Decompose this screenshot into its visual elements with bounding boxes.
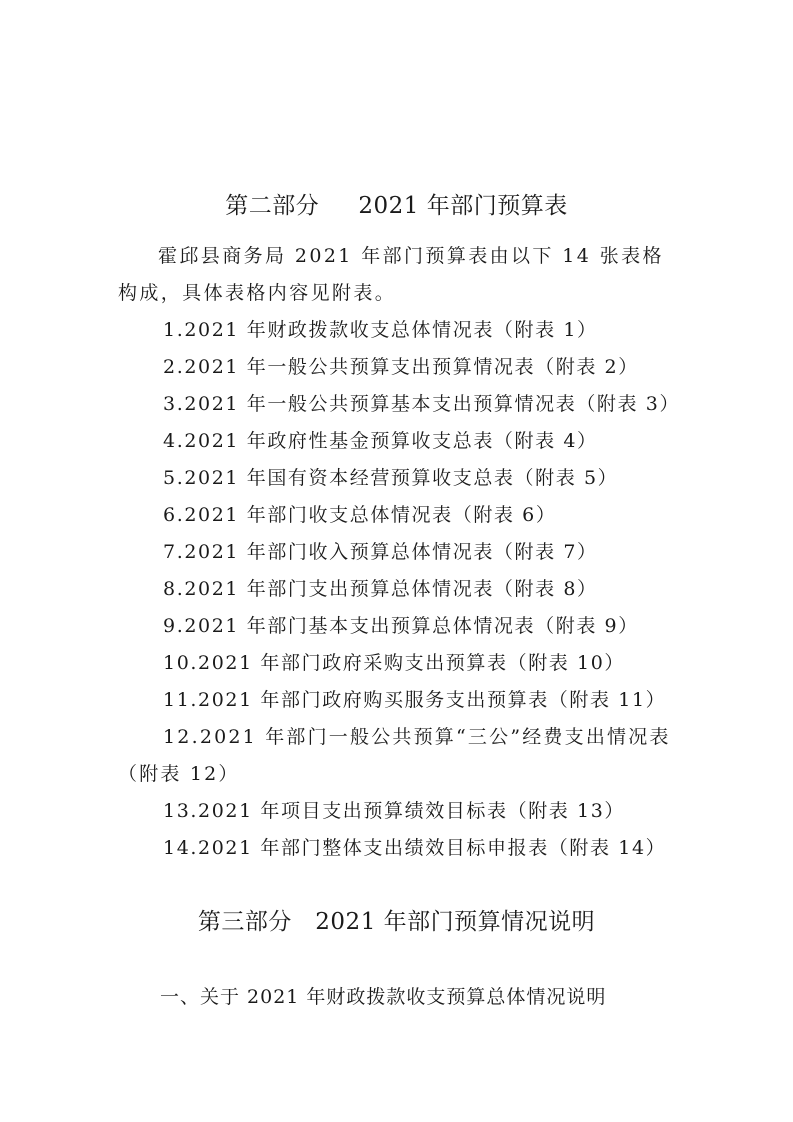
intro-paragraph: 霍邱县商务局 2021 年部门预算表由以下 14 张表格构成，具体表格内容见附表。 [118,245,664,304]
list-item: 10.2021 年部门政府采购支出预算表（附表 10） [163,652,626,674]
table-list [118,312,681,867]
list-item: 6.2021 年部门收支总体情况表（附表 6） [163,504,557,526]
list-item: 8.2021 年部门支出预算总体情况表（附表 8） [163,578,598,600]
section-one-heading: 一、关于 2021 年财政拨款收支预算总体情况说明 [160,986,607,1008]
list-item: 1.2021 年财政拨款收支总体情况表（附表 1） [163,319,598,341]
list-item: 3.2021 年一般公共预算基本支出预算情况表（附表 3） [163,393,681,415]
list-item: 7.2021 年部门收入预算总体情况表（附表 7） [163,541,598,563]
list-item: 11.2021 年部门政府购买服务支出预算表（附表 11） [163,689,667,711]
list-item: 13.2021 年项目支出预算绩效目标表（附表 13） [163,800,626,822]
list-item: 9.2021 年部门基本支出预算总体情况表（附表 9） [163,615,639,637]
list-item: 5.2021 年国有资本经营预算收支总表（附表 5） [163,467,619,489]
list-item: 4.2021 年政府性基金预算收支总表（附表 4） [163,430,598,452]
part-two-heading: 第二部分 2021 年部门预算表 [225,193,568,219]
part-three-heading: 第三部分 2021 年部门预算情况说明 [197,909,596,935]
list-item: 2.2021 年一般公共预算支出预算情况表（附表 2） [163,356,639,378]
list-item: 12.2021 年部门一般公共预算“三公”经费支出情况表（附表 12） [118,726,671,785]
list-item: 14.2021 年部门整体支出绩效目标申报表（附表 14） [163,837,667,859]
